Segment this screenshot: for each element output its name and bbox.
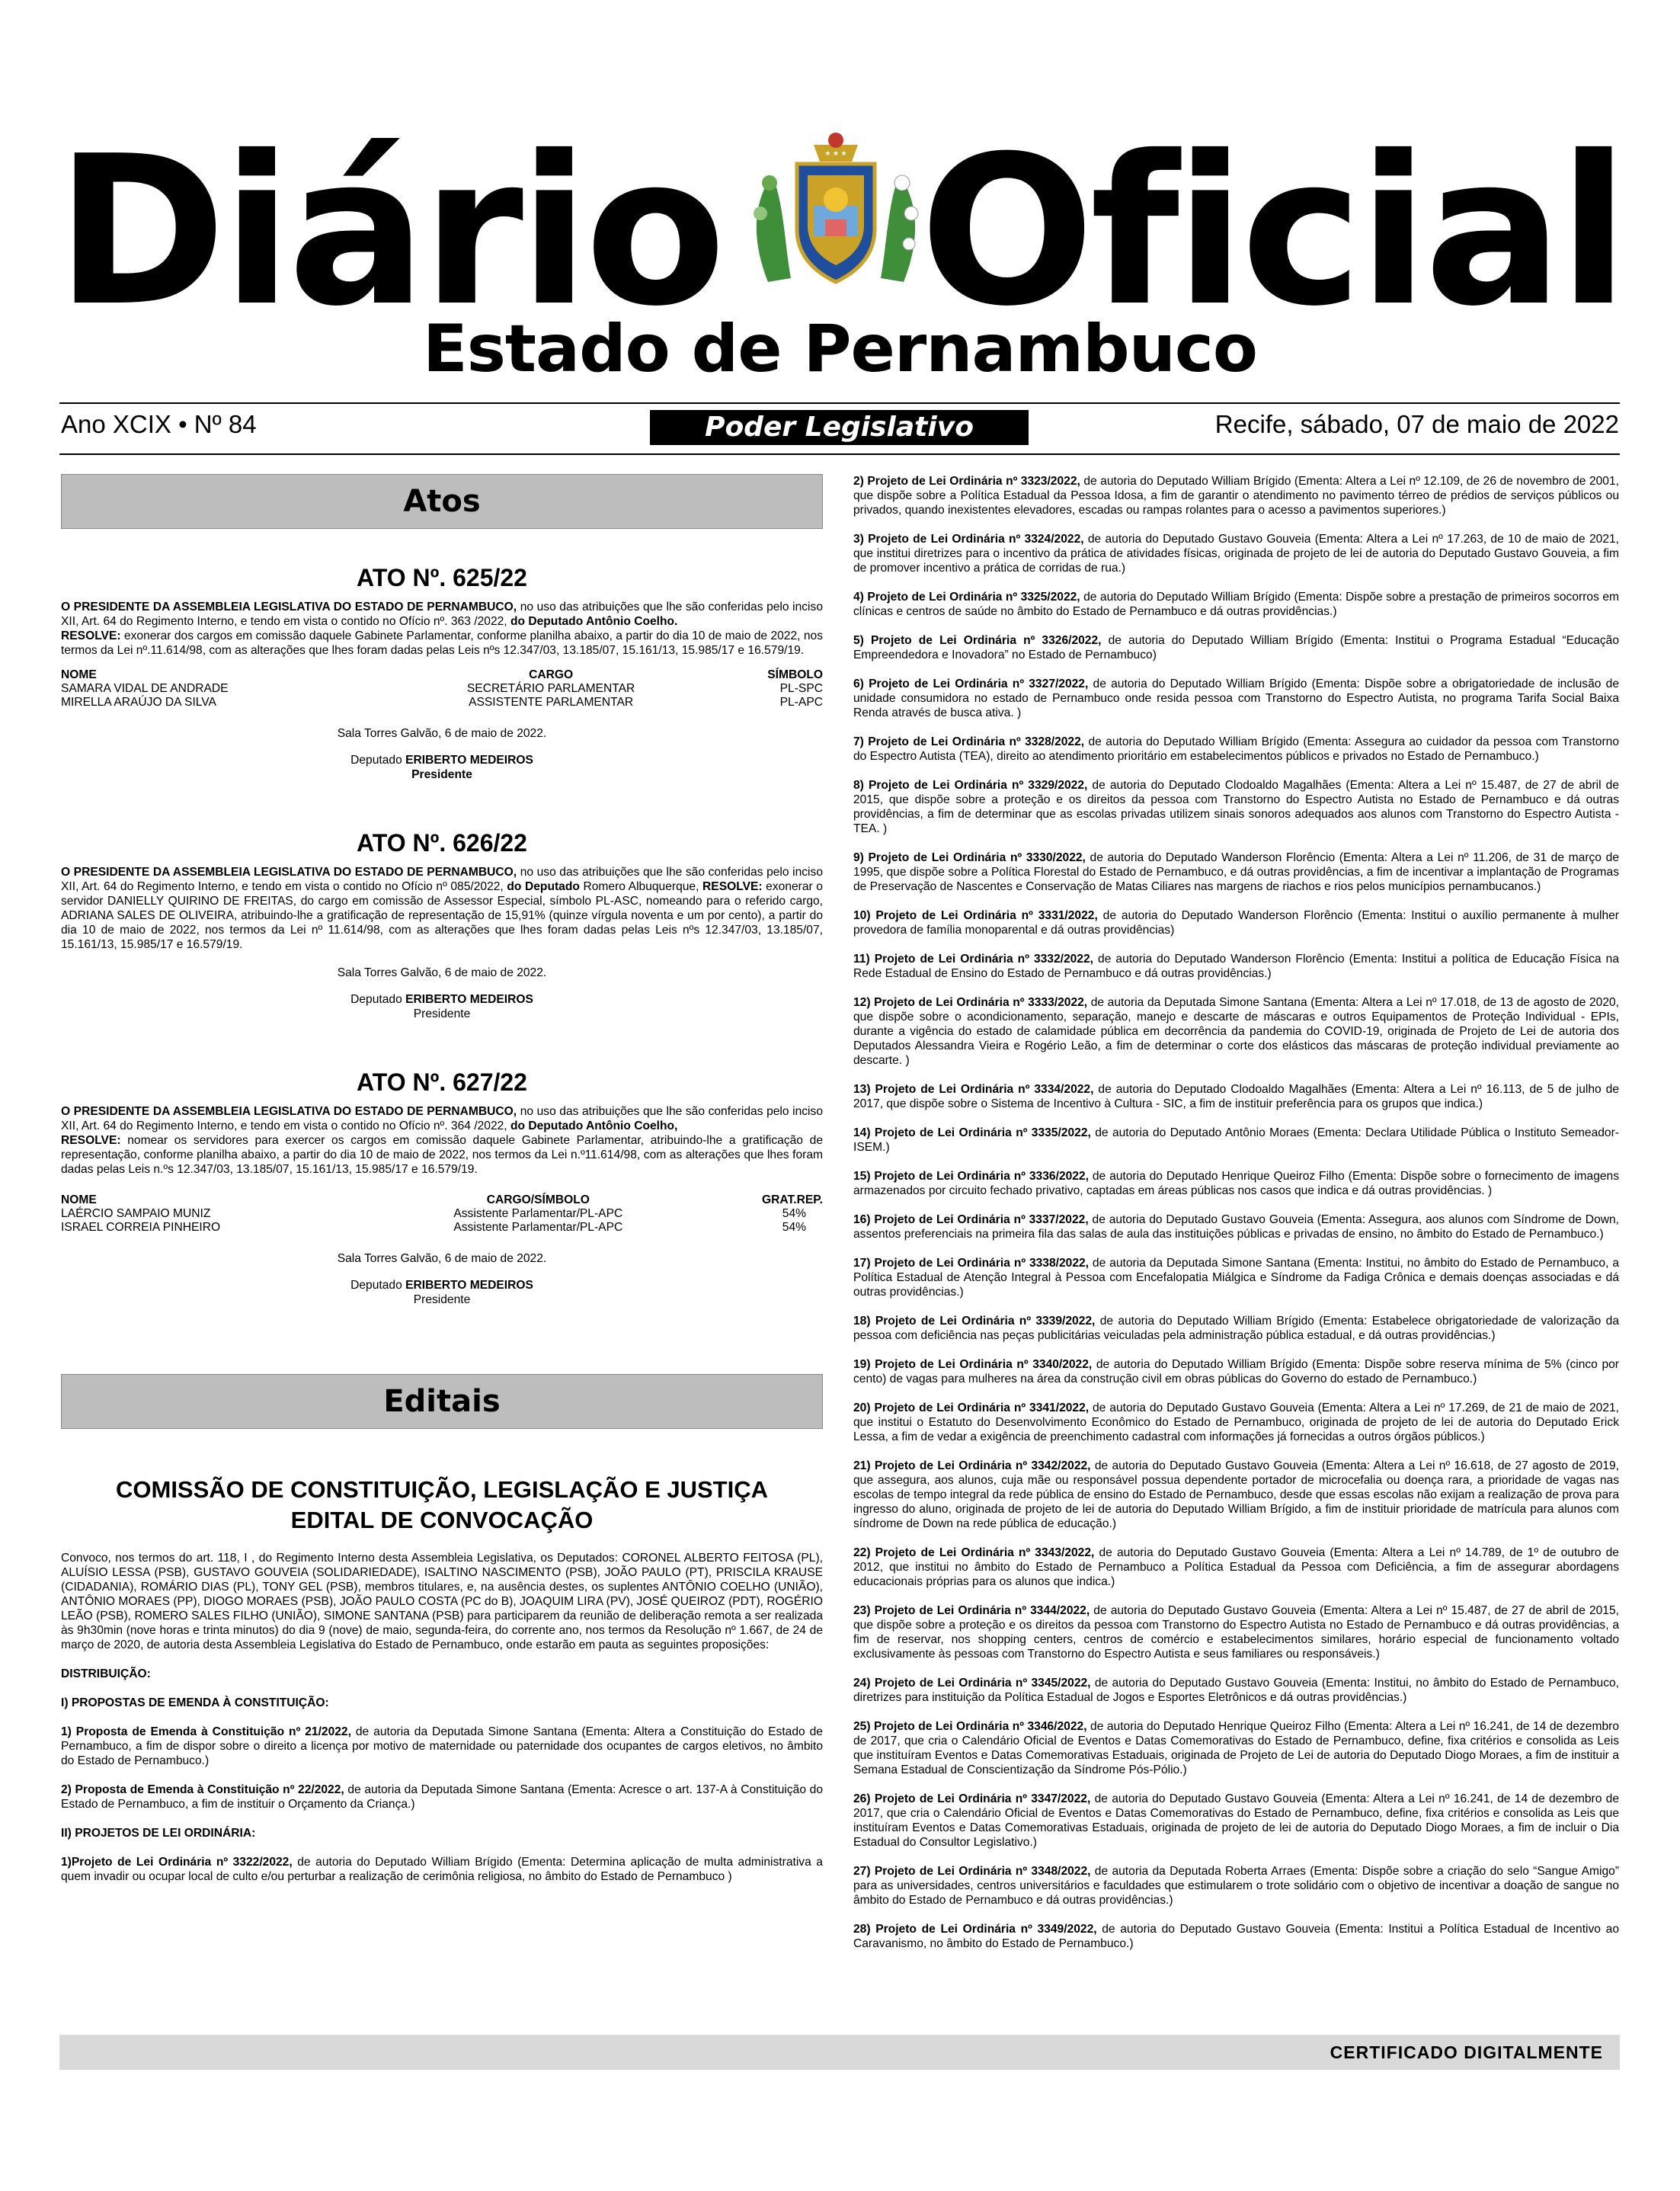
pl-item-15: 15) Projeto de Lei Ordinária nº 3336/2022, de autoria do Deputado Henrique Queiroz Filho (Ementa: Dispõe sobre o fornecimento de imagens armazenados por circuito fechado privativo, captadas em áreas públicas nos casos que indica e dá outras providências. ) [853, 1170, 1620, 1197]
left-column [61, 474, 823, 1884]
pl-item-22: 22) Projeto de Lei Ordinária nº 3343/2022, de autoria do Deputado Gustavo Gouveia (Ementa: Altera a Lei nº 14.789, de 1º de outubro de 2012, que institui no âmbito do Estado de Pernambuco a Política Estadual da Pessoa com Deficiência, a fim de assegurar abordagens educacionais próprias para os alunos que indica.) [853, 1546, 1619, 1588]
table-row: LAÉRCIO SAMPAIO MUNIZ Assistente Parlamentar/PL-APC 54% [61, 1207, 806, 1220]
pl-item-14: 14) Projeto de Lei Ordinária nº 3335/2022, de autoria do Deputado Antônio Moraes (Ementa: Declara Utilidade Pública o Instituto Semeador-ISEM.) [853, 1126, 1619, 1154]
edital-title: COMISSÃO DE CONSTITUIÇÃO, LEGISLAÇÃO E JUSTIÇA EDITAL DE CONVOCAÇÃO [116, 1476, 768, 1533]
pl-item-27: 27) Projeto de Lei Ordinária nº 3348/2022, de autoria da Deputada Roberta Arraes (Ementa: Dispõe sobre a criação do selo “Sangue Amigo” para as universidades, centros universitários e faculdades que estimularem o trote solidário com o objetivo de incentivar a doação de sangue no âmbito do Estado de Pernambuco e dá outras providências.) [853, 1865, 1619, 1907]
pl-item-19: 19) Projeto de Lei Ordinária nº 3340/2022, de autoria do Deputado William Brígido (Ementa: Dispõe sobre reserva mínima de 5% (cinco por cento) de vagas para mulheres na área da construção civil em obras públicas do Governo do estado de Pernambuco.) [853, 1358, 1619, 1385]
ato-627-title: ATO Nº. 627/22 [357, 1068, 527, 1096]
ato-627-body: O PRESIDENTE DA ASSEMBLEIA LEGISLATIVA DO ESTADO DE PERNAMBUCO, no uso das atribuições que lhe são conferidas pelo inciso XII, Art. 64 do Regimento Interno, e tendo em vista o contido no Ofício nº. 364 /2022, do Deputado Antônio Coelho, RESOLVE: nomear os servidores para exercer os cargos em comissão daquele Gabinete Parlamentar, atribuindo-lhe a gratificação de representação, conforme planilha abaixo, a partir do dia 10 de maio de 2022, nos termos da Lei n.º11.614/98, com as alterações que lhes foram dadas pelas Leis n.ºs 12.347/03, 13.185/07, 15.161/13, 15.985/17 e 16.579/19. [61, 1105, 823, 1176]
pec-item-2: 2) Proposta de Emenda à Constituição nº 22/2022, de autoria da Deputada Simone Santana (Ementa: Acresce o art. 137-A à Constituição do Estado de Pernambuco, a fim de instituir o Orçamento da Criança.) [61, 1783, 823, 1811]
ato-625-signature: Deputado ERIBERTO MEDEIROS Presidente [350, 754, 533, 781]
ato-627-table: NOME CARGO/SÍMBOLO GRAT.REP. LAÉRCIO SAMPAIO MUNIZ Assistente Parlamentar/PL-APC 54% ISRAEL CORREIA PINHEIRO Assistente Parlamentar/PL-APC 54% [61, 1193, 823, 1234]
atos-heading: Atos [61, 474, 823, 529]
newspaper-subtitle: Estado de Pernambuco [423, 311, 1257, 387]
pl-item-6: 6) Projeto de Lei Ordinária nº 3327/2022, de autoria do Deputado William Brígido (Ementa: Dispõe sobre a obrigatoriedade de inclusão de unidade consumidora no estado de Pernambuco onde resida pessoa com Transtorno do Espectro Autista, no programa Tarifa Social Baixa Renda através de busca ativa. ) [853, 677, 1619, 719]
pl-item-28: 28) Projeto de Lei Ordinária nº 3349/2022, de autoria do Deputado Gustavo Gouveia (Ementa: Institui a Política Estadual de Incentivo ao Caravanismo, no âmbito do Estado de Pernambuco.) [853, 1923, 1619, 1950]
table-row: ISRAEL CORREIA PINHEIRO Assistente Parlamentar/PL-APC 54% [61, 1221, 806, 1234]
ato-627-place: Sala Torres Galvão, 6 de maio de 2022. [337, 1252, 547, 1265]
pec-section-label: I) PROPOSTAS DE EMENDA À CONSTITUIÇÃO: [61, 1696, 329, 1709]
title-word-right: Oficial [920, 111, 1624, 352]
pl-item-26: 26) Projeto de Lei Ordinária nº 3347/2022, de autoria do Deputado Gustavo Gouveia (Ementa: Altera a Lei nº 16.241, de 14 de dezembro de 2017, que cria o Calendário Oficial de Eventos e Datas Comemorativas do Estado de Pernambuco, define, fixa critérios e consolida as Leis que instituíram Eventos e Datas Comemorativas Estaduais, originada de projeto de lei de autoria do Deputado Diogo Moraes, a fim de incluir o Dia Estadual do Consultor Legislativo.) [853, 1792, 1619, 1849]
ato-625-table: NOME CARGO SÍMBOLO SAMARA VIDAL DE ANDRADE SECRETÁRIO PARLAMENTAR PL-SPC MIRELLA ARAÚJO DA SILVA ASSISTENTE PARLAMENTAR PL-APC [61, 668, 823, 709]
pl-item-12: 12) Projeto de Lei Ordinária nº 3333/2022, de autoria da Deputada Simone Santana (Ementa: Altera a Lei nº 17.018, de 13 de agosto de 2020, que dispõe sobre o acondicionamento, separação, manejo e descarte de máscaras e outros Equipamentos de Proteção Individual - EPIs, durante a vigência do estado de calamidade pública em decorrência da pandemia do COVID-19, originada de Projeto de Lei de autoria dos Deputados Alessandra Vieira e Rogério Leão, a fim de determinar o corte dos elásticos das máscaras de proteção individual previamente ao descarte. ) [853, 996, 1619, 1067]
pl-item-8: 8) Projeto de Lei Ordinária nº 3329/2022, de autoria do Deputado Clodoaldo Magalhães (Ementa: Altera a Lei nº 15.487, de 27 de abril de 2015, que dispõe sobre a proteção e os direitos da pessoa com Transtorno do Espectro Autista no Estado de Pernambuco e dá outras providências, a fim de determinar que as escolas privadas utilizem sinais sonoros adequados aos alunos com Transtorno do Espectro Autista - TEA. ) [853, 779, 1619, 835]
section-label: Poder Legislativo [650, 410, 1029, 445]
pl-item-23: 23) Projeto de Lei Ordinária nº 3344/2022, de autoria do Deputado Gustavo Gouveia (Ementa: Altera a Lei nº 15.487, de 27 de abril de 2015, que dispõe sobre a proteção e os direitos da pessoa com Transtorno do Espectro Autista no Estado de Pernambuco e dá outras providências, a fim de reservar, nos shopping centers, centros de comércio e estabelecimentos similares, horário especial de funcionamento voltado exclusivamente às pessoas com Transtorno do Espectro Autista e seus familiares ou responsáveis.) [853, 1604, 1619, 1661]
ato-625-title: ATO Nº. 625/22 [357, 564, 527, 591]
pl-item-10: 10) Projeto de Lei Ordinária nº 3331/2022, de autoria do Deputado Wanderson Florêncio (Ementa: Institui o auxílio permanente à mulher provedora de família monoparental e dá outras providências) [853, 909, 1619, 937]
pl-item-9: 9) Projeto de Lei Ordinária nº 3330/2022, de autoria do Deputado Wanderson Florêncio (Ementa: Altera a Lei nº 11.206, de 31 de março de 1995, que dispõe sobre a Política Florestal do Estado de Pernambuco, e dá outras providências, a fim de incentivar a implantação de Programas de Preservação de Nascentes e Conservação de Matas Ciliares nas margens de riachos e rios pelos municípios pernambucanos.) [853, 851, 1619, 893]
ato-625-body: O PRESIDENTE DA ASSEMBLEIA LEGISLATIVA DO ESTADO DE PERNAMBUCO, no uso das atribuições que lhe são conferidas pelo inciso XII, Art. 64 do Regimento Interno, e tendo em vista o contido no Ofício nº. 363 /2022, do Deputado Antônio Coelho. RESOLVE: exonerar dos cargos em comissão daquele Gabinete Parlamentar, conforme planilha abaixo, a partir do dia 10 de maio de 2022, nos termos da Lei nº.11.614/98, com as alterações que lhes foram dadas pelas Leis nºs 12.347/03, 13.185/07, 15.161/13, 15.985/17 e 16.579/19. [61, 601, 823, 657]
masthead [0, 0, 1680, 457]
table-row: MIRELLA ARAÚJO DA SILVA ASSISTENTE PARLAMENTAR PL-APC [61, 696, 823, 709]
pl-item-3: 3) Projeto de Lei Ordinária nº 3324/2022, de autoria do Deputado Gustavo Gouveia (Ementa: Altera a Lei nº 17.263, de 10 de maio de 2021, que institui diretrizes para o incentivo da prática de atividades físicas, originada de projeto de lei de autoria do Deputado Gustavo Gouveia, a fim de promover incentivo a prática de corridas de rua.) [853, 533, 1620, 575]
pl-item-4: 4) Projeto de Lei Ordinária nº 3325/2022, de autoria do Deputado William Brígido (Ementa: Dispõe sobre a prestação de primeiros socorros em clínicas e centros de saúde no âmbito do Estado de Pernambuco e dá outras providências.) [853, 591, 1619, 618]
pl-item-24: 24) Projeto de Lei Ordinária nº 3345/2022, de autoria do Deputado Gustavo Gouveia (Ementa: Institui, no âmbito do Estado de Pernambuco, diretrizes para instituição da Política Estadual de Jogos e Esportes Eletrônicos e dá outras providências.) [853, 1677, 1619, 1704]
pec-item-1: 1) Proposta de Emenda à Constituição nº 21/2022, de autoria da Deputada Simone Santana (Ementa: Altera a Constituição do Estado de Pernambuco, a fim de dispor sobre o direito a licença por motivo de maternidade ou paternidade dos ocupantes de cargos eletivos, no âmbito do Estado de Pernambuco.) [61, 1725, 823, 1767]
pl-item-18: 18) Projeto de Lei Ordinária nº 3339/2022, de autoria do Deputado William Brígido (Ementa: Estabelece obrigatoriedade de valorização da pessoa com deficiência nas peças publicitárias veiculadas pela administração pública estadual, e dá outras providências.) [853, 1315, 1619, 1342]
distribuicao-label: DISTRIBUIÇÃO: [61, 1667, 151, 1680]
state-coat-of-arms-icon [738, 130, 934, 290]
edition-number: Ano XCIX • Nº 84 [61, 410, 257, 438]
ato-627-signature: Deputado ERIBERTO MEDEIROS Presidente [350, 1279, 533, 1306]
pl-item-16: 16) Projeto de Lei Ordinária nº 3337/2022, de autoria do Deputado Gustavo Gouveia (Ementa: Assegura, aos alunos com Síndrome de Down, assentos preferenciais na primeira fila das salas de aula das instituições públicas e privadas de ensino, no âmbito do Estado de Pernambuco.) [853, 1213, 1620, 1241]
masthead-rule-bottom [59, 453, 1620, 455]
masthead-rule-top [59, 402, 1620, 404]
pl-section-label: II) PROJETOS DE LEI ORDINÁRIA: [61, 1827, 256, 1840]
pl-item-21: 21) Projeto de Lei Ordinária nº 3342/2022, de autoria do Deputado Gustavo Gouveia (Ementa: Altera a Lei nº 16.618, de 27 agosto de 2019, que assegura, aos alunos, cuja mãe ou responsável possua dependente portador de microcefalia ou doença rara, a prioridade de vagas nas escolas de tempo integral da rede pública de ensino do Estado de Pernambuco, desde que essas escolas não exijam a realização de prova para ingresso do aluno, originada de projeto de lei de autoria do Deputado William Brígido, a fim de instituir prioridade de matrícula para alunos com síndrome de Down na rede pública de educação.) [853, 1459, 1619, 1530]
ato-626-place: Sala Torres Galvão, 6 de maio de 2022. [337, 966, 547, 979]
table-row: SAMARA VIDAL DE ANDRADE SECRETÁRIO PARLAMENTAR PL-SPC [61, 682, 823, 695]
pl-item-20: 20) Projeto de Lei Ordinária nº 3341/2022, de autoria do Deputado Gustavo Gouveia (Ementa: Altera a Lei nº 17.269, de 21 de maio de 2021, que institui o Estatuto do Desenvolvimento Econômico do Estado de Pernambuco, originada de projeto de lei de autoria do Deputado Erick Lessa, a fim de vedar a exigência de preenchimento cadastral com informações já fornecidas a outros órgãos públicos.) [853, 1401, 1619, 1443]
certificate-bar [59, 2035, 1620, 2070]
pl-item-11: 11) Projeto de Lei Ordinária nº 3332/2022, de autoria do Deputado Wanderson Florêncio (Ementa: Institui a política de Educação Física na Rede Estadual de Ensino do Estado de Pernambuco e dá outras providências.) [853, 953, 1619, 980]
certificate-label: CERTIFICADO DIGITALMENTE [1330, 2042, 1603, 2062]
ato-626-signature: Deputado ERIBERTO MEDEIROS Presidente [350, 993, 533, 1020]
svg-text:★ ★ ★: ★ ★ ★ [824, 149, 847, 157]
edital-intro: Convoco, nos termos do art. 118, I , do Regimento Interno desta Assembleia Legislativa, os Deputados: CORONEL ALBERTO FEITOSA (PL), ALUÍSIO LESSA (PSB), GUSTAVO GOUVEIA (SOLIDARIEDADE), ISALTINO NASCIMENTO (PSB), JOÃO PAULO (PT), PRISCILA KRAUSE (CIDADANIA), ROMÁRIO DIAS (PL), TONY GEL (PSB), membros titulares, e, na ausência destes, os suplentes ANTÔNIO COELHO (UNIÃO), ANTÔNIO MORAES (PP), DIOGO MORAES (PSB), JOÃO PAULO COSTA (PC do B), JOAQUIM LIRA (PV), JOSÉ QUEIROZ (PDT), ROGÉRIO LEÃO (PSB), ROMERO SALES FILHO (UNIÃO), SIMONE SANTANA (PSB) para participarem da reunião de deliberação remota a ser realizada às 9h30min (nove horas e trinta minutos) do dia 9 (nove) de maio, segunda-feira, do corrente ano, nos termos da Resolução nº 1.667, de 24 de março de 2020, de autoria desta Assembleia Legislativa do Estado de Pernambuco, onde estarão em pauta as seguintes proposições: [61, 1552, 823, 1651]
pl-item-13: 13) Projeto de Lei Ordinária nº 3334/2022, de autoria do Deputado Clodoaldo Magalhães (Ementa: Altera a Lei nº 16.113, de 5 de julho de 2017, que dispõe sobre o Sistema de Incentivo à Cultura - SIC, a fim de instituir preferência para os grupos que indica.) [853, 1083, 1619, 1110]
pl-item-17: 17) Projeto de Lei Ordinária nº 3338/2022, de autoria da Deputada Simone Santana (Ementa: Institui, no âmbito do Estado de Pernambuco, a Política Estadual de Atenção Integral à Pessoa com Encefalopatia Miálgica e Síndrome da Fadiga Crônica e demais doenças associadas e dá outras providências.) [853, 1257, 1619, 1299]
dateline: Recife, sábado, 07 de maio de 2022 [1214, 410, 1619, 438]
pl-item-7: 7) Projeto de Lei Ordinária nº 3328/2022, de autoria do Deputado William Brígido (Ementa: Assegura ao cuidador da pessoa com Transtorno do Espectro Autista (TEA), direito ao atendimento prioritário em estabelecimentos públicos e privados no Estado de Pernambuco.) [853, 735, 1620, 763]
pl-item-2: 2) Projeto de Lei Ordinária nº 3323/2022, de autoria do Deputado William Brígido (Ementa: Altera a Lei nº 12.109, de 26 de novembro de 2001, que dispõe sobre a Política Estadual da Pessoa Idosa, a fim de garantir o atendimento no pavimento térreo de prédios de serviços públicos ou privados, quando inexistentes elevadores, escadas ou rampas rolantes para o acesso a pavimentos superiores.) [853, 475, 1619, 517]
ato-625-place: Sala Torres Galvão, 6 de maio de 2022. [337, 727, 547, 740]
title-word-left: Diário [56, 111, 722, 352]
ato-626-title: ATO Nº. 626/22 [357, 829, 527, 857]
editais-heading: Editais [61, 1374, 823, 1429]
pl-item-5: 5) Projeto de Lei Ordinária nº 3326/2022, de autoria do Deputado William Brígido (Ementa: Institui o Programa Estadual “Educação Empreendedora e Inovadora” no Estado de Pernambuco) [853, 634, 1619, 661]
right-column [853, 474, 1619, 1965]
pl-item-25: 25) Projeto de Lei Ordinária nº 3346/2022, de autoria do Deputado Henrique Queiroz Filho (Ementa: Altera a Lei nº 16.241, de 14 de dezembro de 2017, que cria o Calendário Oficial de Eventos e Datas Comemorativas do Estado de Pernambuco, define, fixa critérios e consolida as Leis que instituíram Eventos e Datas Comemorativas Estaduais, originada de Projeto de Lei de autoria do Deputado Diogo Moraes, a fim de instituir a Semana Estadual de Conscientização da Síndrome Pós-Pólio.) [853, 1720, 1619, 1776]
ato-626-body: O PRESIDENTE DA ASSEMBLEIA LEGISLATIVA DO ESTADO DE PERNAMBUCO, no uso das atribuições que lhe são conferidas pelo inciso XII, Art. 64 do Regimento Interno, e tendo em vista o contido no Ofício nº 085/2022, do Deputado Romero Albuquerque, RESOLVE: exonerar o servidor DANIELLY QUIRINO DE FREITAS, do cargo em comissão de Assessor Especial, símbolo PL-ASC, nomeando para o referido cargo, ADRIANA SALES DE OLIVEIRA, atribuindo-lhe a gratificação de representação de 15,91% (quinze vírgula noventa e um por cento), a partir do dia 10 de maio de 2022, nos termos da Lei nº 11.614/98, com as alterações que lhes foram dadas pelas Leis nºs 12.347/03, 13.185/07, 15.161/13, 15.985/17 e 16.579/19. [61, 866, 823, 951]
pl-item-1: 1)Projeto de Lei Ordinária nº 3322/2022, de autoria do Deputado William Brígido (Ementa: Determina aplicação de multa administrativa a quem invadir ou ocupar local de culto e/ou perturbar a realização de cerimônia religiosa, no âmbito do Estado de Pernambuco ) [61, 1856, 823, 1883]
